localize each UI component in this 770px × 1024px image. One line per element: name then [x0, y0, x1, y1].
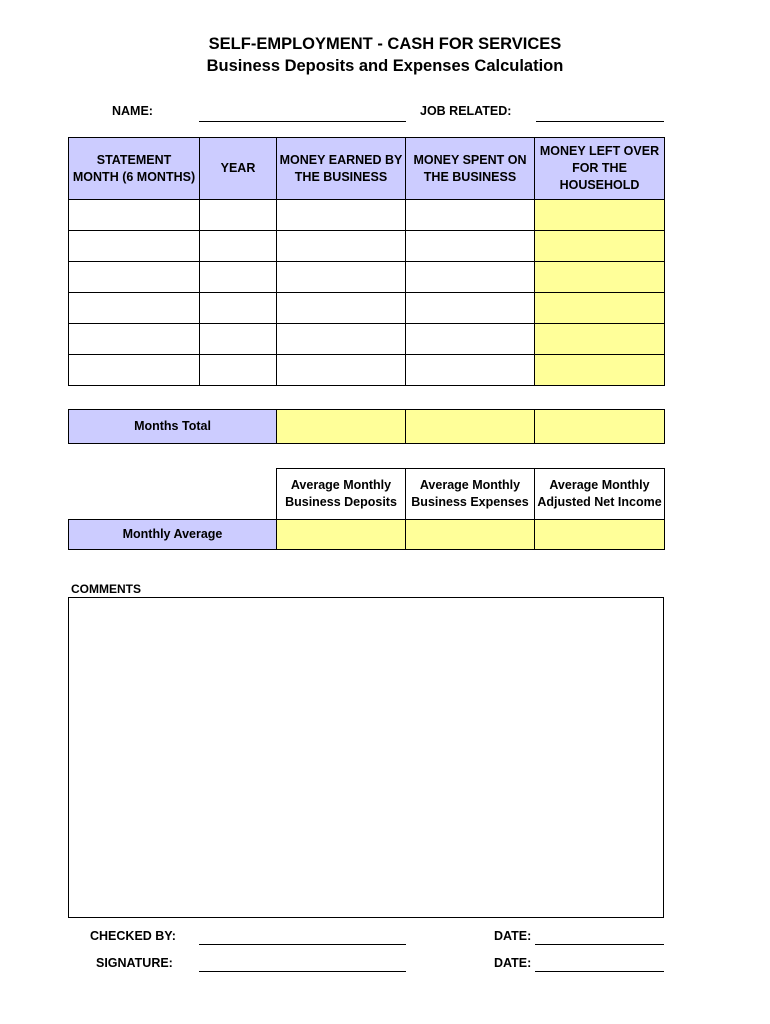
money-left-over-cell[interactable]	[535, 262, 665, 293]
total-left-over-cell[interactable]	[535, 410, 665, 444]
year-cell[interactable]	[200, 324, 277, 355]
year-cell[interactable]	[200, 231, 277, 262]
money-earned-cell[interactable]	[277, 324, 406, 355]
money-spent-cell[interactable]	[406, 355, 535, 386]
table-row	[69, 262, 665, 293]
year-cell[interactable]	[200, 200, 277, 231]
statement-month-cell[interactable]	[69, 293, 200, 324]
months-total-table	[68, 409, 665, 444]
money-left-over-cell[interactable]	[535, 231, 665, 262]
monthly-average-label: Monthly Average	[69, 520, 277, 550]
form-subtitle: Business Deposits and Expenses Calculation	[206, 57, 564, 75]
money-spent-cell[interactable]	[406, 293, 535, 324]
checked-by-field[interactable]	[199, 944, 406, 945]
months-total-label: Months Total	[69, 410, 277, 444]
money-left-over-cell[interactable]	[535, 293, 665, 324]
job-related-label: JOB RELATED:	[420, 104, 512, 118]
money-spent-cell[interactable]	[406, 324, 535, 355]
money-earned-cell[interactable]	[277, 293, 406, 324]
header-money-left-over: MONEY LEFT OVER FOR THE HOUSEHOLD	[535, 138, 665, 200]
header-avg-deposits: Average Monthly Business Deposits	[277, 469, 406, 520]
table-row	[69, 355, 665, 386]
year-cell[interactable]	[200, 293, 277, 324]
header-year: YEAR	[200, 138, 277, 200]
header-avg-net-income: Average Monthly Adjusted Net Income	[535, 469, 665, 520]
total-spent-cell[interactable]	[406, 410, 535, 444]
name-label: NAME:	[112, 104, 153, 118]
comments-field[interactable]	[68, 597, 664, 918]
form-title: SELF-EMPLOYMENT - CASH FOR SERVICES	[208, 35, 562, 53]
money-spent-cell[interactable]	[406, 231, 535, 262]
money-earned-cell[interactable]	[277, 262, 406, 293]
comments-label: COMMENTS	[71, 582, 141, 596]
statement-month-cell[interactable]	[69, 262, 200, 293]
statement-month-cell[interactable]	[69, 355, 200, 386]
table-row	[69, 200, 665, 231]
statement-month-cell[interactable]	[69, 200, 200, 231]
statement-table	[68, 137, 665, 386]
statement-month-cell[interactable]	[69, 324, 200, 355]
money-left-over-cell[interactable]	[535, 200, 665, 231]
header-money-earned: MONEY EARNED BY THE BUSINESS	[277, 138, 406, 200]
date-label-2: DATE:	[494, 956, 532, 970]
job-related-field[interactable]	[536, 121, 664, 122]
months-total-row	[69, 410, 665, 444]
table-row	[69, 293, 665, 324]
money-spent-cell[interactable]	[406, 200, 535, 231]
table-row	[69, 324, 665, 355]
blank-corner	[69, 469, 277, 520]
signature-label: SIGNATURE:	[96, 956, 173, 970]
money-earned-cell[interactable]	[277, 200, 406, 231]
monthly-average-row	[69, 520, 665, 550]
money-left-over-cell[interactable]	[535, 355, 665, 386]
avg-deposits-cell[interactable]	[277, 520, 406, 550]
year-cell[interactable]	[200, 355, 277, 386]
table-header-row	[69, 138, 665, 200]
money-earned-cell[interactable]	[277, 355, 406, 386]
name-field[interactable]	[199, 121, 406, 122]
checked-by-label: CHECKED BY:	[90, 929, 176, 943]
avg-net-income-cell[interactable]	[535, 520, 665, 550]
header-avg-expenses: Average Monthly Business Expenses	[406, 469, 535, 520]
date-field-1[interactable]	[535, 944, 664, 945]
signature-field[interactable]	[199, 971, 406, 972]
date-field-2[interactable]	[535, 971, 664, 972]
monthly-average-table	[68, 468, 665, 550]
table-row	[69, 231, 665, 262]
total-earned-cell[interactable]	[277, 410, 406, 444]
statement-month-cell[interactable]	[69, 231, 200, 262]
money-earned-cell[interactable]	[277, 231, 406, 262]
header-money-spent: MONEY SPENT ON THE BUSINESS	[406, 138, 535, 200]
money-spent-cell[interactable]	[406, 262, 535, 293]
avg-expenses-cell[interactable]	[406, 520, 535, 550]
average-header-row	[69, 469, 665, 520]
header-statement-month: STATEMENT MONTH (6 MONTHS)	[69, 138, 200, 200]
year-cell[interactable]	[200, 262, 277, 293]
date-label-1: DATE:	[494, 929, 532, 943]
money-left-over-cell[interactable]	[535, 324, 665, 355]
